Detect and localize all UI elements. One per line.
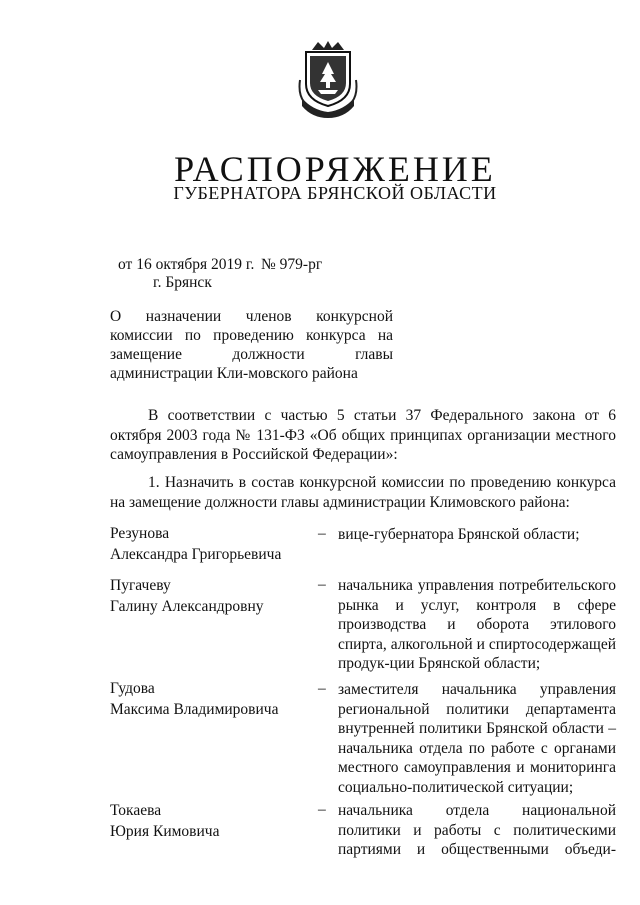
member-position: заместителя начальника управления региональной политики департамента внутренней политики Брянской области – начальника отдела по работе с органами местного самоуправления и мониторинга социально-политической ситуации; xyxy=(338,681,616,796)
paragraph-preamble-text: В соответствии с частью 5 статьи 37 Федерального закона от 6 октября 2003 года № 131-ФЗ «Об общих принципах организации местного самоуправления в Российской Федерации»: xyxy=(110,407,616,463)
member-given-names: Галину Александровну xyxy=(110,598,264,615)
member-name xyxy=(110,678,278,720)
member-dash: – xyxy=(318,525,326,542)
member-surname: Токаева xyxy=(110,802,162,819)
paragraph-preamble xyxy=(110,406,616,465)
member-name xyxy=(110,523,281,565)
member-dash: – xyxy=(318,680,326,697)
document-date: от 16 октября 2019 г. xyxy=(118,256,255,273)
member-surname: Резунова xyxy=(110,525,170,542)
coat-of-arms-emblem xyxy=(298,40,358,118)
member-dash: – xyxy=(318,576,326,593)
document-title: РАСПОРЯЖЕНИЕ xyxy=(174,149,496,189)
member-dash: – xyxy=(318,801,326,818)
member-given-names: Александра Григорьевича xyxy=(110,546,282,563)
paragraph-item-1 xyxy=(110,473,616,512)
document-number: № 979-рг xyxy=(261,256,323,273)
paragraph-item-1-text: 1. Назначить в состав конкурсной комиссии по проведению конкурса на замещение должности главы администрации Климовского района: xyxy=(110,474,616,511)
document-subject: О назначении членов конкурсной комиссии по проведению конкурса на замещение должности главы администрации Кли-мовского района xyxy=(110,308,393,382)
member-surname: Гудова xyxy=(110,680,155,697)
member-name xyxy=(110,800,219,842)
member-position: вице-губернатора Брянской области; xyxy=(338,526,580,543)
document-city: г. Брянск xyxy=(153,274,212,291)
member-given-names: Юрия Кимовича xyxy=(110,823,220,840)
member-surname: Пугачеву xyxy=(110,577,171,594)
member-name xyxy=(110,575,264,617)
member-given-names: Максима Владимировича xyxy=(110,701,279,718)
document-subtitle: ГУБЕРНАТОРА БРЯНСКОЙ ОБЛАСТИ xyxy=(173,183,497,203)
member-position: начальника отдела национальной политики и работы с политическими партиями и общественными объеди- xyxy=(338,802,616,858)
member-position: начальника управления потребительского рынка и услуг, контроля в сфере производства и оборота этилового спирта, алкогольной и спиртосодержащей продук-ции Брянской области; xyxy=(338,577,616,672)
